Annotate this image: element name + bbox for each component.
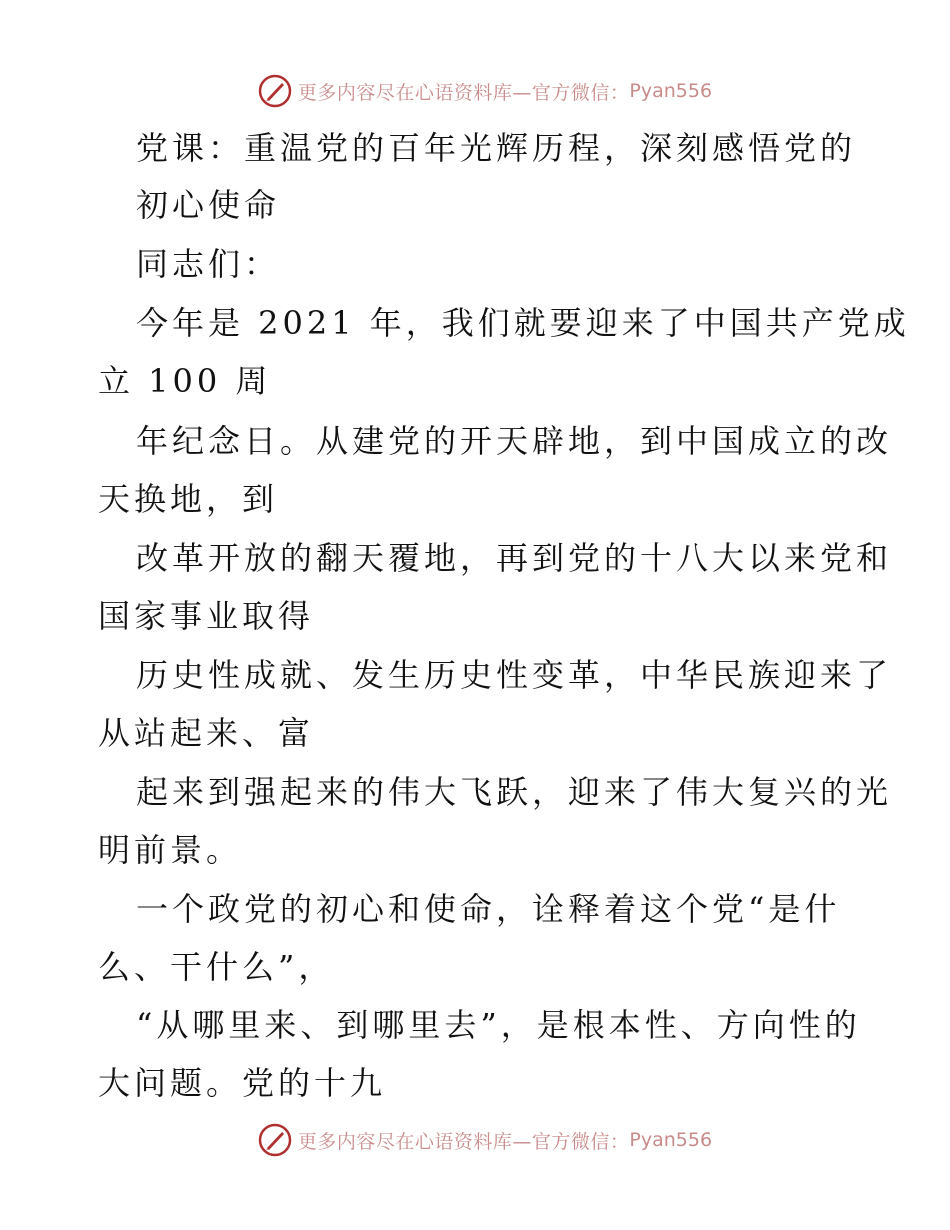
paragraph-line: 一个政党的初心和使命，诠释着这个党“是什	[136, 890, 841, 928]
paragraph-line: 明前景。	[98, 831, 243, 869]
header-watermark	[0, 71, 950, 111]
paragraph-line: 历史性成就、发生历史性变革，中华民族迎来了	[136, 656, 893, 694]
watermark-wechat-id: Pyan556	[629, 1129, 713, 1151]
paragraph-line: 改革开放的翻天覆地，再到党的十八大以来党和	[136, 539, 893, 577]
paragraph-line: “从哪里来、到哪里去”，是根本性、方向性的	[136, 1006, 861, 1044]
paragraph-line: 今年是 2021 年，我们就要迎来了中国共产党成	[136, 304, 910, 342]
paragraph-line: 国家事业取得	[98, 597, 315, 635]
feather-pen-seal-icon	[258, 74, 292, 108]
watermark-text: 更多内容尽在心语资料库—官方微信：	[297, 1130, 630, 1153]
paragraph-line: 起来到强起来的伟大飞跃，迎来了伟大复兴的光	[136, 773, 893, 811]
paragraph-line: 天换地，到	[98, 480, 279, 518]
title-line-1: 党课：重温党的百年光辉历程，深刻感悟党的	[136, 129, 857, 167]
paragraph-line: 年纪念日。从建党的开天辟地，到中国成立的改	[136, 422, 893, 460]
paragraph-line: 么、干什么”，	[98, 948, 335, 986]
title-line-2: 初心使命	[136, 186, 281, 224]
footer-watermark	[0, 1120, 950, 1160]
salutation: 同志们：	[136, 245, 281, 283]
paragraph-line: 从站起来、富	[98, 714, 315, 752]
paragraph-line: 立 100 周	[98, 362, 272, 400]
paragraph-line: 大问题。党的十九	[98, 1064, 387, 1102]
watermark-wechat-id: Pyan556	[629, 80, 713, 102]
watermark-text: 更多内容尽在心语资料库—官方微信：	[297, 81, 630, 104]
feather-pen-seal-icon	[258, 1123, 292, 1157]
